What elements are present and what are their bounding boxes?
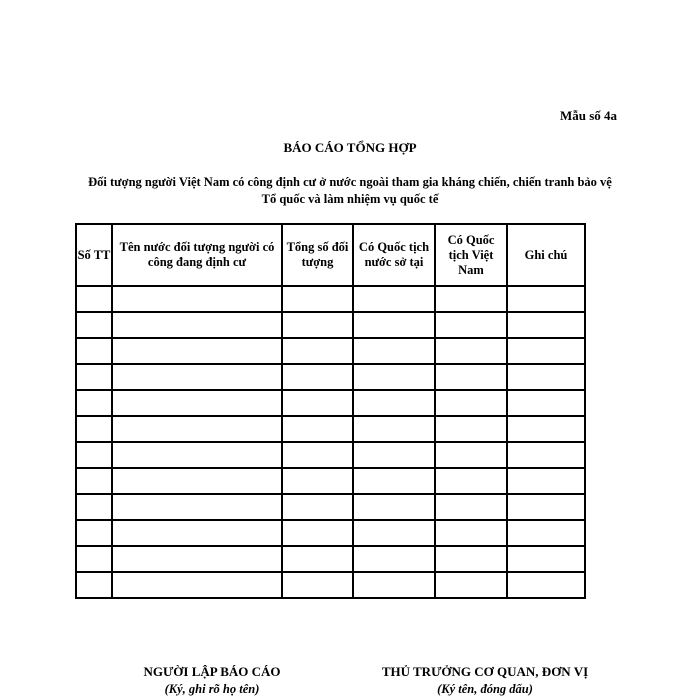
table-cell[interactable] bbox=[76, 416, 112, 442]
table-cell[interactable] bbox=[507, 416, 585, 442]
table-cell[interactable] bbox=[282, 312, 353, 338]
table-cell[interactable] bbox=[282, 364, 353, 390]
table-cell[interactable] bbox=[435, 312, 507, 338]
table-cell[interactable] bbox=[435, 468, 507, 494]
table-cell[interactable] bbox=[435, 520, 507, 546]
table-cell[interactable] bbox=[507, 468, 585, 494]
signature-head bbox=[355, 664, 615, 697]
table-cell[interactable] bbox=[353, 338, 435, 364]
table-cell[interactable] bbox=[507, 364, 585, 390]
table-cell[interactable] bbox=[507, 338, 585, 364]
header-country: Tên nước đối tượng người có công đang định cư bbox=[112, 224, 282, 286]
table-row bbox=[76, 364, 585, 390]
table-cell[interactable] bbox=[435, 494, 507, 520]
table-row bbox=[76, 286, 585, 312]
table-cell[interactable] bbox=[507, 546, 585, 572]
table-cell[interactable] bbox=[112, 416, 282, 442]
table-cell[interactable] bbox=[435, 364, 507, 390]
table-cell[interactable] bbox=[507, 494, 585, 520]
header-notes: Ghi chú bbox=[507, 224, 585, 286]
table-row bbox=[76, 468, 585, 494]
table-cell[interactable] bbox=[353, 546, 435, 572]
table-cell[interactable] bbox=[282, 546, 353, 572]
table-cell[interactable] bbox=[353, 390, 435, 416]
table-row bbox=[76, 390, 585, 416]
table-cell[interactable] bbox=[112, 364, 282, 390]
form-code: Mẫu số 4a bbox=[559, 108, 617, 123]
table-cell[interactable] bbox=[112, 338, 282, 364]
signature-preparer-note: (Ký, ghi rõ họ tên) bbox=[164, 682, 260, 696]
table-cell[interactable] bbox=[435, 546, 507, 572]
table-cell[interactable] bbox=[76, 442, 112, 468]
table-cell[interactable] bbox=[76, 338, 112, 364]
table-cell[interactable] bbox=[435, 442, 507, 468]
signature-head-note: (Ký tên, đóng dấu) bbox=[437, 682, 533, 696]
table-row bbox=[76, 338, 585, 364]
table-cell[interactable] bbox=[282, 572, 353, 598]
table-cell[interactable] bbox=[112, 312, 282, 338]
table-cell[interactable] bbox=[282, 468, 353, 494]
table-cell[interactable] bbox=[353, 442, 435, 468]
table-cell[interactable] bbox=[282, 494, 353, 520]
table-cell[interactable] bbox=[112, 442, 282, 468]
table-cell[interactable] bbox=[112, 468, 282, 494]
table-cell[interactable] bbox=[507, 520, 585, 546]
table-cell[interactable] bbox=[76, 364, 112, 390]
table-cell[interactable] bbox=[112, 286, 282, 312]
table-cell[interactable] bbox=[112, 520, 282, 546]
table-cell[interactable] bbox=[76, 286, 112, 312]
table-cell[interactable] bbox=[76, 520, 112, 546]
signature-preparer-role: NGƯỜI LẬP BÁO CÁO bbox=[143, 664, 281, 679]
table-cell[interactable] bbox=[282, 416, 353, 442]
table-cell[interactable] bbox=[435, 286, 507, 312]
table-cell[interactable] bbox=[353, 416, 435, 442]
table-cell[interactable] bbox=[76, 312, 112, 338]
document-subtitle: Đối tượng người Việt Nam có công định cư ở nước ngoài tham gia kháng chiến, chiến tranh bảo vệ Tổ quốc và làm nhiệm vụ quốc tế bbox=[88, 175, 612, 206]
table-cell[interactable] bbox=[282, 390, 353, 416]
table-cell[interactable] bbox=[353, 286, 435, 312]
header-vn-citizenship: Có Quốc tịch Việt Nam bbox=[435, 224, 507, 286]
table-cell[interactable] bbox=[435, 390, 507, 416]
report-table bbox=[75, 223, 586, 599]
table-cell[interactable] bbox=[112, 494, 282, 520]
table-row bbox=[76, 546, 585, 572]
table-cell[interactable] bbox=[507, 442, 585, 468]
table-row bbox=[76, 494, 585, 520]
header-host-citizenship: Có Quốc tịch nước sở tại bbox=[353, 224, 435, 286]
table-cell[interactable] bbox=[282, 286, 353, 312]
table-cell[interactable] bbox=[435, 338, 507, 364]
table-cell[interactable] bbox=[282, 442, 353, 468]
table-body bbox=[76, 286, 585, 598]
table-row bbox=[76, 520, 585, 546]
table-cell[interactable] bbox=[353, 520, 435, 546]
table-cell[interactable] bbox=[507, 390, 585, 416]
table-cell[interactable] bbox=[353, 572, 435, 598]
table-cell[interactable] bbox=[353, 312, 435, 338]
document-title: BÁO CÁO TỔNG HỢP bbox=[283, 140, 417, 155]
table-cell[interactable] bbox=[76, 468, 112, 494]
table-row bbox=[76, 416, 585, 442]
table-cell[interactable] bbox=[353, 494, 435, 520]
table-cell[interactable] bbox=[282, 520, 353, 546]
table-cell[interactable] bbox=[112, 546, 282, 572]
header-stt: Số TT bbox=[76, 224, 112, 286]
table-cell[interactable] bbox=[76, 572, 112, 598]
table-cell[interactable] bbox=[282, 338, 353, 364]
table-row bbox=[76, 572, 585, 598]
table-cell[interactable] bbox=[76, 546, 112, 572]
table-cell[interactable] bbox=[76, 494, 112, 520]
table-row bbox=[76, 442, 585, 468]
table-row bbox=[76, 312, 585, 338]
table-header-row bbox=[76, 224, 585, 286]
table-cell[interactable] bbox=[507, 572, 585, 598]
table-cell[interactable] bbox=[435, 572, 507, 598]
table-cell[interactable] bbox=[507, 286, 585, 312]
table-cell[interactable] bbox=[76, 390, 112, 416]
table-cell[interactable] bbox=[112, 390, 282, 416]
table-cell[interactable] bbox=[507, 312, 585, 338]
table-cell[interactable] bbox=[353, 364, 435, 390]
signature-head-role: THỦ TRƯỞNG CƠ QUAN, ĐƠN VỊ bbox=[381, 664, 589, 679]
header-total: Tổng số đối tượng bbox=[282, 224, 353, 286]
table-cell[interactable] bbox=[435, 416, 507, 442]
table-cell[interactable] bbox=[112, 572, 282, 598]
signature-preparer bbox=[112, 664, 312, 697]
table-cell[interactable] bbox=[353, 468, 435, 494]
